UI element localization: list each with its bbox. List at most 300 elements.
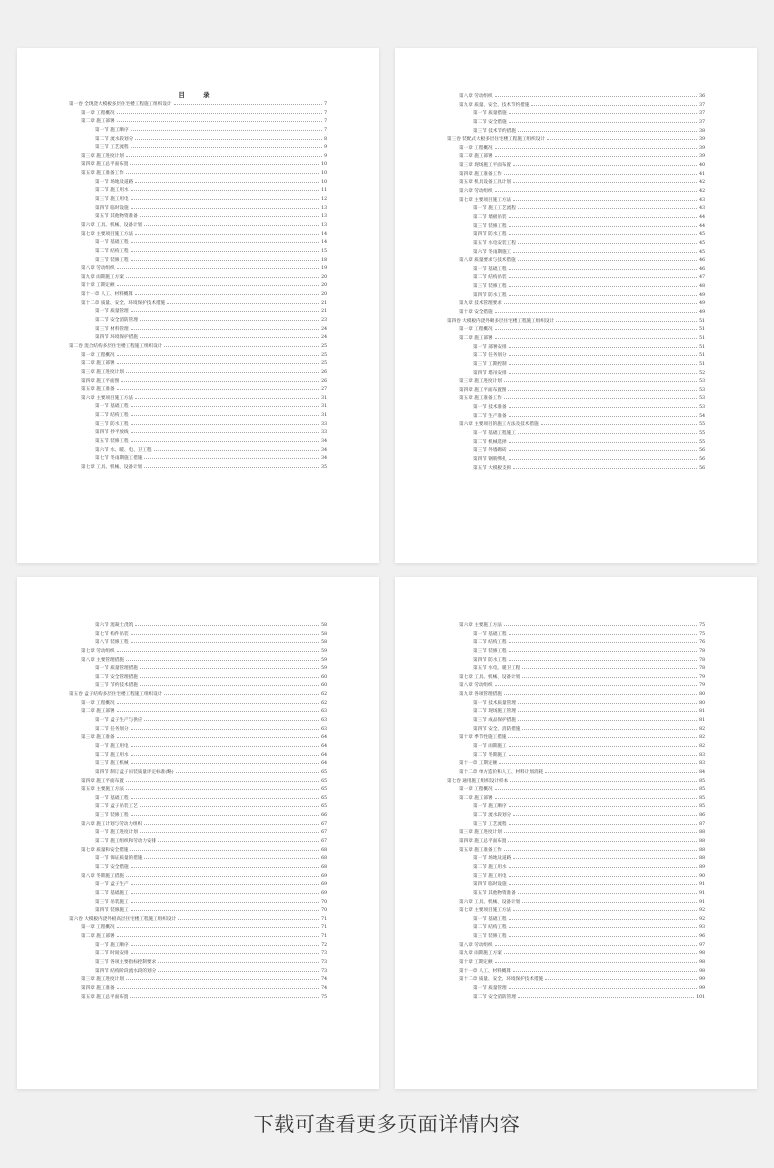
- dot-leader: [126, 785, 319, 790]
- toc-entry-page-number: 75: [321, 994, 327, 1000]
- dot-leader: [518, 127, 697, 132]
- dot-leader: [131, 742, 320, 747]
- dot-leader: [495, 144, 698, 149]
- dot-leader: [126, 777, 319, 782]
- toc-entry-title: 第五节 装修工程: [95, 438, 129, 444]
- toc-entry: [395, 768, 705, 777]
- toc-entry-page-number: 98: [699, 968, 705, 974]
- toc-entry-page-number: 73: [321, 968, 327, 974]
- dot-leader: [140, 664, 319, 669]
- toc-entry-title: 第二节 安全措施: [473, 119, 507, 125]
- toc-entry-page-number: 89: [699, 864, 705, 870]
- toc-entry-page-number: 7: [324, 102, 327, 107]
- dot-leader: [144, 463, 319, 468]
- toc-entry-title: 第三节 节约技术措施: [95, 683, 138, 689]
- toc-entry-title: 第一卷 全现浇大模板多层住宅楼工程施工组织设计: [69, 102, 172, 107]
- toc-entry-title: 第一节 基础工程: [473, 631, 507, 637]
- toc-entry-title: 第八章 劳动组织: [459, 683, 493, 689]
- dot-leader: [140, 212, 319, 217]
- toc-entry-page-number: 85: [699, 778, 705, 784]
- toc-entry: [17, 446, 327, 455]
- toc-entry: [395, 880, 705, 889]
- toc-entry-title: 第十章 季节性施工措施: [459, 735, 507, 741]
- dot-leader: [545, 975, 697, 980]
- toc-entry-page-number: 13: [321, 222, 327, 228]
- toc-entry: [395, 144, 705, 153]
- toc-entry-title: 第四章 施工平面布置图: [459, 387, 507, 393]
- toc-entry-title: 第六章 工具、机械、设备计划: [81, 222, 143, 228]
- toc-entry-title: 第一节 技术准备: [473, 405, 507, 411]
- toc-entry-title: 第一章 工程概况: [81, 110, 115, 116]
- toc-entry: [395, 248, 705, 257]
- toc-entry: [395, 854, 705, 863]
- toc-entry: [17, 811, 327, 820]
- toc-entry-page-number: 49: [699, 310, 705, 316]
- toc-entry-title: 第一节 基础工程: [95, 404, 129, 410]
- toc-entry-page-number: 18: [321, 257, 327, 263]
- toc-entry: [17, 428, 327, 437]
- toc-entry-title: 第八章 劳动组织: [459, 94, 493, 99]
- toc-entry-page-number: 65: [321, 804, 327, 810]
- toc-entry: [395, 759, 705, 768]
- toc-entry-page-number: 67: [321, 839, 327, 845]
- toc-entry-page-number: 63: [321, 718, 327, 724]
- toc-entry-title: 第一节 施工进度计划: [95, 830, 138, 836]
- toc-entry-page-number: 21: [321, 300, 327, 306]
- toc-entry: [17, 880, 327, 889]
- dot-leader: [547, 135, 697, 140]
- dot-leader: [556, 317, 697, 322]
- toc-entry-page-number: 99: [699, 985, 705, 991]
- toc-entry-page-number: 54: [699, 413, 705, 419]
- toc-entry-page-number: 48: [699, 284, 705, 290]
- dot-leader: [509, 984, 698, 989]
- toc-entry: [17, 100, 327, 109]
- toc-entry: [17, 777, 327, 786]
- toc-entry: [395, 127, 705, 136]
- dot-leader: [131, 437, 320, 442]
- toc-entry: [17, 941, 327, 950]
- toc-entry-title: 第二节 机械选择: [473, 439, 507, 445]
- toc-entry: [17, 621, 327, 630]
- toc-entry-page-number: 7: [324, 110, 327, 116]
- toc-entry: [395, 317, 705, 326]
- toc-entry-title: 第五章 主要施工方法: [81, 787, 124, 793]
- dot-leader: [509, 230, 698, 235]
- toc-entry: [17, 984, 327, 993]
- toc-entry-page-number: 20: [321, 274, 327, 280]
- toc-entry-page-number: 78: [699, 666, 705, 672]
- toc-entry: [395, 394, 705, 403]
- toc-entry-page-number: 96: [699, 934, 705, 940]
- toc-entry-title: 第四章 施工总平面布置: [459, 839, 507, 845]
- toc-entry-page-number: 87: [699, 821, 705, 827]
- dot-leader: [513, 196, 697, 201]
- toc-entry: [395, 101, 705, 110]
- toc-entry: [17, 742, 327, 751]
- toc-entry: [17, 906, 327, 915]
- toc-entry-page-number: 69: [321, 890, 327, 896]
- toc-entry: [395, 872, 705, 881]
- toc-entry-title: 第一节 技术质量管理: [473, 700, 516, 706]
- toc-entry-page-number: 75: [699, 631, 705, 637]
- toc-entry-title: 第三节 施工机械: [95, 761, 129, 767]
- toc-entry-page-number: 26: [321, 378, 327, 384]
- toc-entry-page-number: 64: [321, 735, 327, 741]
- toc-entry-page-number: 34: [321, 447, 327, 453]
- toc-entry-page-number: 58: [321, 623, 327, 628]
- toc-entry-page-number: 56: [699, 456, 705, 462]
- dot-leader: [495, 325, 698, 330]
- toc-entry-title: 第一节 施工顺序: [95, 942, 129, 948]
- toc-entry: [395, 828, 705, 837]
- dot-leader: [495, 187, 698, 192]
- dot-leader: [545, 768, 697, 773]
- toc-entry-page-number: 91: [699, 899, 705, 905]
- toc-entry: [395, 135, 705, 144]
- toc-entry-page-number: 8: [324, 136, 327, 142]
- dot-leader: [504, 621, 697, 626]
- dot-leader: [131, 941, 320, 946]
- toc-entry: [395, 846, 705, 855]
- toc-entry-page-number: 49: [699, 301, 705, 307]
- toc-entry: [395, 230, 705, 239]
- toc-entry-title: 第七节 冬雨期施工措施: [95, 456, 143, 462]
- toc-entry-page-number: 64: [321, 761, 327, 767]
- dot-leader: [495, 681, 698, 686]
- dot-leader: [513, 464, 697, 469]
- toc-entry-title: 第五节 水电、暖卫工程: [473, 666, 521, 672]
- dot-leader: [518, 239, 697, 244]
- toc-entry: [17, 402, 327, 411]
- toc-entry-page-number: 46: [699, 258, 705, 264]
- toc-entry-page-number: 40: [699, 163, 705, 169]
- toc-title: 目 录: [178, 91, 218, 99]
- toc-entry-title: 第二节 结构工程: [473, 640, 507, 646]
- dot-leader: [131, 186, 320, 191]
- toc-entry-page-number: 53: [699, 379, 705, 385]
- toc-entry-title: 第八章 劳动组织: [459, 942, 493, 948]
- dot-leader: [509, 915, 698, 920]
- dot-leader: [509, 438, 698, 443]
- toc-entry: [395, 455, 705, 464]
- toc-entry-page-number: 60: [321, 683, 327, 689]
- dot-leader: [117, 351, 320, 356]
- toc-entry-title: 第三章 施工进度计划: [81, 977, 124, 983]
- dot-leader: [131, 759, 320, 764]
- dot-leader: [513, 854, 697, 859]
- toc-entry-page-number: 68: [321, 864, 327, 870]
- toc-entry-title: 第四节 抄平放线: [95, 430, 129, 436]
- toc-entry-title: 第一节 施工顺序: [95, 127, 129, 133]
- toc-entry-title: 第四节 环境保护措施: [95, 335, 138, 341]
- dot-leader: [509, 351, 698, 356]
- toc-entry: [395, 707, 705, 716]
- toc-entry-page-number: 56: [699, 448, 705, 454]
- toc-entry-page-number: 68: [321, 856, 327, 862]
- toc-entry-title: 第三节 技术节约措施: [473, 128, 516, 134]
- toc-entry-page-number: 10: [321, 162, 327, 168]
- toc-entry-title: 第一章 工程概况: [81, 352, 115, 358]
- toc-entry-page-number: 83: [699, 752, 705, 758]
- toc-entry-page-number: 19: [321, 266, 327, 272]
- toc-entry: [395, 343, 705, 352]
- toc-entry-title: 第七卷 通用施工组织设计样本: [447, 778, 509, 784]
- toc-entry: [17, 169, 327, 178]
- dot-leader: [504, 170, 697, 175]
- toc-entry: [17, 238, 327, 247]
- toc-entry: [395, 898, 705, 907]
- toc-entry-title: 第五章 施工准备工作: [81, 171, 124, 177]
- toc-entry-page-number: 80: [699, 700, 705, 706]
- toc-entry-title: 第三节 外墙砌砖: [473, 448, 507, 454]
- dot-leader: [130, 993, 319, 998]
- toc-entry-title: 第二章 施工部署: [81, 119, 115, 125]
- toc-entry-page-number: 88: [699, 830, 705, 836]
- toc-entry: [17, 889, 327, 898]
- toc-entry-title: 第一章 工程概况: [81, 700, 115, 706]
- toc-entry: [395, 256, 705, 265]
- toc-entry-title: 第三节 装修工程: [473, 284, 507, 290]
- toc-entry: [395, 187, 705, 196]
- dot-leader: [513, 906, 697, 911]
- toc-entry-title: 第二节 生产准备: [473, 413, 507, 419]
- toc-entry-title: 第四章 施工平面布置: [81, 778, 124, 784]
- toc-entry-title: 第十二章 质量、安全、环境保护技术措施: [459, 977, 544, 983]
- toc-entry: [395, 360, 705, 369]
- toc-entry: [17, 673, 327, 682]
- toc-entry-title: 第二节 结构吊装: [473, 275, 507, 281]
- toc-entry-page-number: 42: [699, 189, 705, 195]
- toc-entry: [395, 664, 705, 673]
- toc-entry: [395, 673, 705, 682]
- toc-entry-title: 第四卷 大模板内浇外砌多层住宅楼工程施工组织设计: [447, 318, 555, 324]
- toc-entry-page-number: 65: [321, 795, 327, 801]
- toc-page-3: [17, 577, 379, 1089]
- toc-entry: [17, 160, 327, 169]
- dot-leader: [513, 967, 697, 972]
- toc-entry-title: 第五节 其他物资准备: [95, 214, 138, 220]
- dot-leader: [504, 299, 697, 304]
- toc-entry-title: 第四节 制订盒子吊装质量评定标准(略): [95, 769, 174, 775]
- toc-entry-title: 第一节 质量措施: [473, 111, 507, 117]
- dot-leader: [504, 377, 697, 382]
- toc-entry-page-number: 88: [699, 856, 705, 862]
- toc-entry-title: 第七章 工具、机械、设备计划: [459, 674, 521, 680]
- toc-entry-title: 第八章 劳动组织: [81, 266, 115, 272]
- toc-entry: [395, 308, 705, 317]
- toc-entry-page-number: 44: [699, 214, 705, 220]
- dot-leader: [140, 828, 319, 833]
- toc-entry: [395, 291, 705, 300]
- toc-entry-title: 第一节 施工工艺流程: [473, 206, 516, 212]
- toc-entry-page-number: 11: [321, 188, 327, 194]
- toc-entry-page-number: 37: [699, 119, 705, 125]
- toc-entry: [17, 351, 327, 360]
- dot-leader: [131, 949, 320, 954]
- dot-leader: [508, 386, 697, 391]
- toc-entry-page-number: 66: [321, 813, 327, 819]
- toc-entry-page-number: 9: [324, 145, 327, 151]
- dot-leader: [131, 880, 320, 885]
- toc-entry-title: 第五卷 盒子结构多层住宅楼工程施工组织设计: [69, 692, 163, 698]
- toc-entry-title: 第一章 工程概况: [81, 925, 115, 931]
- dot-leader: [509, 820, 698, 825]
- toc-entry: [17, 733, 327, 742]
- dot-leader: [499, 759, 697, 764]
- dot-leader: [518, 256, 698, 261]
- toc-entry-page-number: 53: [699, 405, 705, 411]
- toc-entry-page-number: 59: [321, 666, 327, 672]
- dot-leader: [117, 699, 320, 704]
- toc-entry-page-number: 37: [699, 102, 705, 108]
- toc-entry: [395, 941, 705, 950]
- toc-entry: [17, 958, 327, 967]
- toc-entry-page-number: 31: [321, 395, 327, 401]
- dot-leader: [509, 222, 698, 227]
- toc-entry-title: 第八节 装修工程: [95, 640, 129, 646]
- toc-entry-title: 第一节 基础工程: [95, 240, 129, 246]
- toc-entry-title: 第四节 临时设施: [95, 205, 129, 211]
- toc-entry: [395, 785, 705, 794]
- dot-leader: [131, 638, 320, 643]
- toc-entry-title: 第六章 主要项目的施工方法及技术措施: [459, 422, 539, 428]
- toc-entry-page-number: 92: [699, 916, 705, 922]
- toc-entry-title: 第四章 施工总平面布置: [81, 162, 129, 168]
- toc-entry-title: 第三章 施工进度计划: [459, 830, 502, 836]
- toc-entry-page-number: 39: [699, 145, 705, 151]
- toc-entry-page-number: 13: [321, 214, 327, 220]
- toc-entry: [17, 299, 327, 308]
- toc-entry-page-number: 38: [699, 128, 705, 134]
- toc-entry-title: 第二节 冬期施工: [473, 752, 507, 758]
- dot-leader: [144, 854, 319, 859]
- toc-entry-page-number: 76: [699, 640, 705, 646]
- dot-leader: [509, 273, 698, 278]
- dot-leader: [513, 248, 697, 253]
- toc-entry-page-number: 35: [321, 464, 327, 470]
- toc-entry: [395, 222, 705, 231]
- toc-entry: [17, 212, 327, 221]
- toc-entry-page-number: 21: [321, 309, 327, 315]
- toc-entry: [17, 463, 327, 472]
- dot-leader: [117, 117, 322, 122]
- toc-entry-title: 第五节 水电安装工程: [473, 240, 516, 246]
- toc-entry-title: 第四章 施工平面图: [81, 378, 120, 384]
- toc-entry-title: 第三节 防水工程: [95, 421, 129, 427]
- dot-leader: [504, 846, 697, 851]
- toc-entry-page-number: 33: [321, 421, 327, 427]
- toc-entry-page-number: 67: [321, 830, 327, 836]
- toc-entry-page-number: 83: [699, 761, 705, 767]
- dot-leader: [140, 316, 319, 321]
- toc-entry: [17, 342, 327, 351]
- toc-page-2: [395, 48, 757, 563]
- toc-entry-page-number: 82: [699, 743, 705, 749]
- toc-entry: [395, 932, 705, 941]
- toc-entry-title: 第四节 防水工程: [473, 292, 507, 298]
- dot-leader: [495, 152, 698, 157]
- toc-entry: [17, 898, 327, 907]
- toc-entry-page-number: 70: [321, 908, 327, 914]
- toc-entry-title: 第二节 流水段划分: [95, 136, 134, 142]
- toc-entry-title: 第三节 装修工程: [473, 223, 507, 229]
- dot-leader: [135, 230, 319, 235]
- toc-entry-title: 第一章 工程概况: [459, 787, 493, 793]
- toc-entry: [17, 178, 327, 187]
- toc-entry: [17, 707, 327, 716]
- toc-entry-title: 第三节 成品保护措施: [473, 718, 516, 724]
- toc-entry: [17, 290, 327, 299]
- toc-entry: [17, 699, 327, 708]
- toc-entry: [17, 109, 327, 118]
- toc-entry: [17, 411, 327, 420]
- toc-entry: [395, 369, 705, 378]
- toc-entry: [395, 742, 705, 751]
- toc-entry: [395, 446, 705, 455]
- toc-entry-title: 第三节 施工用电: [473, 873, 507, 879]
- dot-leader: [131, 256, 320, 261]
- dot-leader: [518, 699, 697, 704]
- toc-entry: [17, 690, 327, 699]
- toc-entry-title: 第二节 现场施工管理: [473, 709, 516, 715]
- dot-leader: [144, 221, 319, 226]
- dot-leader: [131, 411, 320, 416]
- toc-entry: [395, 725, 705, 734]
- dot-leader: [135, 178, 319, 183]
- toc-entry: [17, 333, 327, 342]
- toc-entry-page-number: 45: [699, 249, 705, 255]
- toc-entry: [395, 196, 705, 205]
- dot-leader: [509, 446, 698, 451]
- toc-entry-page-number: 60: [321, 674, 327, 680]
- toc-entry-page-number: 78: [699, 657, 705, 663]
- toc-entry: [395, 403, 705, 412]
- toc-entry-title: 第四章 施工准备: [81, 985, 115, 991]
- toc-entry: [395, 118, 705, 127]
- toc-entry-page-number: 82: [699, 726, 705, 732]
- toc-list: [17, 100, 379, 472]
- toc-entry-title: 第二节 任务划分: [95, 726, 129, 732]
- toc-entry-page-number: 45: [699, 232, 705, 238]
- toc-entry-page-number: 81: [699, 709, 705, 715]
- toc-entry: [17, 377, 327, 386]
- toc-entry-page-number: 56: [699, 465, 705, 471]
- toc-entry-page-number: 27: [321, 387, 327, 393]
- toc-entry-page-number: 79: [699, 683, 705, 689]
- toc-entry-page-number: 86: [699, 813, 705, 819]
- toc-entry-title: 第三节 各项主要指标控制要求: [95, 959, 157, 965]
- toc-entry: [395, 429, 705, 438]
- toc-entry-title: 第三节 装修工程: [95, 257, 129, 263]
- toc-entry: [395, 915, 705, 924]
- toc-entry: [17, 385, 327, 394]
- dot-leader: [541, 420, 698, 425]
- dot-leader: [144, 716, 319, 721]
- dot-leader: [509, 265, 698, 270]
- dot-leader: [509, 638, 698, 643]
- dot-leader: [140, 681, 319, 686]
- dot-leader: [176, 768, 320, 773]
- toc-entry-title: 第六章 主要施工方法: [459, 623, 502, 628]
- toc-entry-title: 第六章 施工计划与劳动力组织: [81, 821, 143, 827]
- dot-leader: [508, 733, 697, 738]
- toc-entry: [395, 351, 705, 360]
- toc-entry-page-number: 62: [321, 700, 327, 706]
- toc-entry-title: 第四章 施工准备工作: [459, 171, 502, 177]
- toc-entry-title: 第四节 装修施工: [95, 908, 129, 914]
- toc-entry: [17, 325, 327, 334]
